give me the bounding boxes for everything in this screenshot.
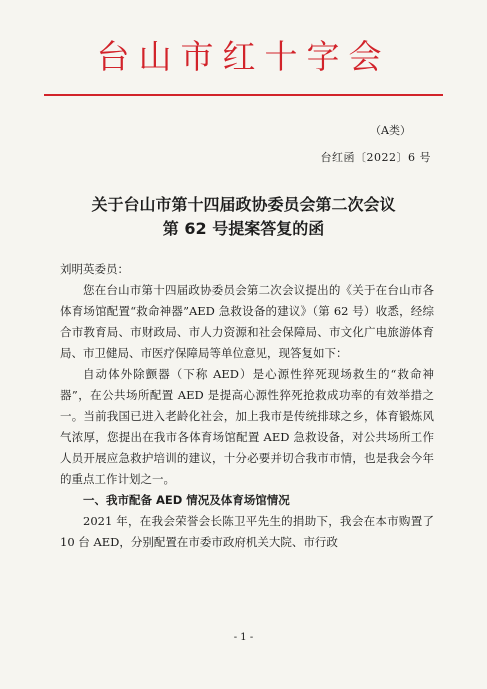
section-1-paragraph: 2021 年，在我会荣誉会长陈卫平先生的捐助下，我会在本市购置了 10 台 AED，分别配置在市委市政府机关大院、市行政 — [60, 514, 434, 549]
salutation: 刘明英委员： — [60, 262, 129, 276]
document-number: 台红函〔2022〕6 号 — [320, 151, 431, 164]
classification-label: （A类） — [370, 124, 411, 137]
body-paragraph-1: 您在台山市第十四届政协委员会第二次会议提出的《关于在台山市各体育场馆配置“救命神器”AED 急救设备的建议》（第 62 号）收悉，经综合市教育局、市财政局、市人力资源和社会保障局、市文化广电旅游体育局、市卫健局、市医疗保障局等单位意见，现答复如下： — [60, 283, 434, 360]
document-body — [60, 259, 434, 553]
section-1-heading: 一、我市配备 AED 情况及体育场馆情况 — [83, 493, 290, 507]
letterhead-title: 台山市红十字会 — [96, 37, 391, 76]
title-line-1: 关于台山市第十四届政协委员会第二次会议 — [91, 195, 396, 214]
page-number: - 1 - — [233, 632, 254, 643]
body-paragraph-2: 自动体外除颤器（下称 AED）是心源性猝死现场救生的“救命神器”，在公共场所配置 AED 是提高心源性猝死抢救成功率的有效举措之一。当前我国已进入老龄化社会，加上我市是传统排球之乡，体育锻炼风气浓厚，您提出在我市各体育场馆配置 AED 急救设备，对公共场所工作人员开展应急救护培训的建议，十分必要并切合我市市情，也是我会今年的重点工作计划之一。 — [60, 367, 434, 486]
letterhead-red-rule — [44, 94, 443, 96]
title-line-2: 第 62 号提案答复的函 — [162, 219, 325, 238]
document-title — [0, 193, 487, 241]
